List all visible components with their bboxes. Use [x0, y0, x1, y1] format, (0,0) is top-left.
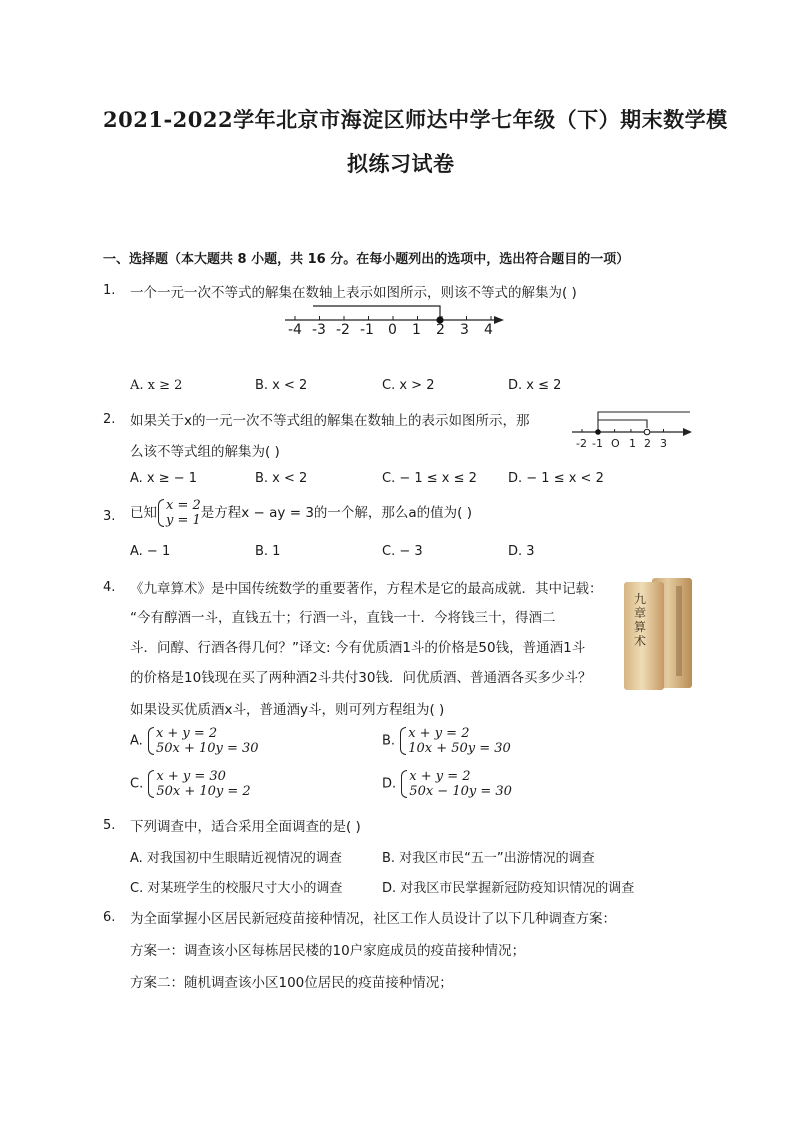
q4-option-a-label: A.	[130, 733, 143, 749]
q3-pre: 已知	[130, 505, 157, 521]
book-spine-band	[676, 586, 682, 676]
q2-text-line2: 么该不等式组的解集为( )	[130, 444, 280, 460]
q2-open-dot	[644, 429, 650, 435]
q4-option-c	[130, 769, 251, 799]
q1-option-d: D. x ≤ 2	[508, 378, 562, 393]
q4-option-b-label: B.	[382, 733, 396, 749]
q6-plan1: 方案一：调查该小区每栋居民楼的10户家庭成员的疫苗接种情况；	[130, 943, 526, 959]
q4-option-d	[382, 769, 512, 799]
q3-system	[157, 498, 201, 528]
q3-text	[130, 498, 472, 528]
q2-tick-label: O	[611, 437, 620, 450]
q4-option-d-system	[400, 769, 512, 799]
q4-option-d-label: D.	[382, 776, 397, 792]
q1-text: 一个一元一次不等式的解集在数轴上表示如图所示，则该不等式的解集为( )	[130, 285, 577, 301]
page-title: 2021-2022学年北京市海淀区师达中学七年级（下）期末数学模	[103, 107, 728, 132]
q5-text: 下列调查中，适合采用全面调查的是( )	[130, 819, 361, 835]
q4-option-a-system	[147, 726, 259, 756]
q4-option-a	[130, 726, 259, 756]
q5-option-d: D. 对我区市民掌握新冠防疫知识情况的调查	[382, 881, 635, 896]
q1-tick-label: 4	[484, 322, 493, 338]
q1-tick-label: 3	[460, 322, 469, 338]
q1-tick-label: -3	[312, 322, 326, 338]
q4-c-l1: x + y = 30	[156, 769, 226, 784]
q4-line3: 斗．问醇、行酒各得几何？”译文: 今有优质酒1斗的价格是50钱，普通酒1斗	[130, 640, 586, 656]
q6-plan2: 方案二：随机调查该小区100位居民的疫苗接种情况；	[130, 975, 453, 991]
q4-c-l2: 50x + 10y = 2	[156, 784, 251, 799]
q1-axis-labels	[280, 322, 520, 340]
book-title: 九章算术	[634, 592, 647, 648]
q4-option-b-system	[399, 726, 511, 756]
q2-option-b: B. x < 2	[255, 471, 308, 486]
section-heading: 一、选择题（本大题共 8 小题，共 16 分。在每小题列出的选项中，选出符合题目的一项）	[103, 252, 630, 267]
q3-option-a: A. − 1	[130, 544, 171, 559]
q2-tick-label: 1	[629, 437, 636, 450]
q4-d-l1: x + y = 2	[409, 769, 471, 784]
q1-option-a: A. x ≥ 2	[130, 378, 183, 393]
q4-option-c-label: C.	[130, 776, 144, 792]
q5-option-c: C. 对某班学生的校服尺寸大小的调查	[130, 881, 343, 896]
q1-option-c: C. x > 2	[382, 378, 435, 393]
q5-option-a: A. 对我国初中生眼睛近视情况的调查	[130, 851, 342, 866]
q2-tick-label: -2	[576, 437, 587, 450]
q2-option-c: C. − 1 ≤ x ≤ 2	[382, 471, 477, 486]
q1-option-b: B. x < 2	[255, 378, 308, 393]
q3-option-b: B. 1	[255, 544, 281, 559]
q1-tick-label: -2	[336, 322, 350, 338]
q1-tick-label: 0	[388, 322, 397, 338]
q4-b-l2: 10x + 50y = 30	[408, 741, 511, 756]
q3-sys-line1: x = 2	[166, 498, 201, 513]
q3-post: 是方程x − ay = 3的一个解，那么a的值为( )	[200, 505, 473, 521]
q3-option-d: D. 3	[508, 544, 535, 559]
q4-line2: “今有醇酒一斗，直钱五十；行酒一斗，直钱一十．今将钱三十，得酒二	[130, 610, 556, 626]
q2-tick-label: 2	[644, 437, 651, 450]
q4-number: 4.	[103, 580, 116, 595]
q4-line4: 的价格是10钱现在买了两种酒2斗共付30钱．问优质酒、普通酒各买多少斗？	[130, 670, 592, 686]
q1-tick-label: -1	[360, 322, 374, 338]
q2-text-line1: 如果关于x的一元一次不等式组的解集在数轴上的表示如图所示，那	[130, 413, 530, 429]
q3-option-c: C. − 3	[382, 544, 423, 559]
q2-number: 2.	[103, 412, 116, 427]
q4-a-l2: 50x + 10y = 30	[155, 741, 259, 756]
q3-number: 3.	[103, 509, 116, 524]
q3-sys-line2: y = 1	[166, 513, 201, 528]
q4-b-l1: x + y = 2	[408, 726, 470, 741]
q4-line5: 如果设买优质酒x斗，普通酒y斗，则可列方程组为( )	[130, 702, 445, 718]
q4-line1: 《九章算术》是中国传统数学的重要著作，方程术是它的最高成就．其中记载：	[130, 581, 603, 597]
q2-axis-labels	[570, 437, 700, 453]
q5-option-b: B. 对我区市民“五一”出游情况的调查	[382, 851, 595, 866]
q5-number: 5.	[103, 818, 116, 833]
q4-d-l2: 50x − 10y = 30	[409, 784, 512, 799]
q6-text: 为全面掌握小区居民新冠疫苗接种情况，社区工作人员设计了以下几种调查方案：	[130, 911, 616, 927]
q2-tick-label: 3	[660, 437, 667, 450]
q2-tick-label: -1	[592, 437, 603, 450]
q1-tick-label: 2	[436, 322, 445, 338]
page-title-line2: 拟练习试卷	[347, 151, 455, 176]
q2-solid-dot	[595, 429, 601, 435]
book-image	[622, 576, 694, 691]
q2-option-a: A. x ≥ − 1	[130, 471, 198, 486]
q1-tick-label: 1	[412, 322, 421, 338]
q1-tick-label: -4	[288, 322, 302, 338]
q6-number: 6.	[103, 910, 116, 925]
q4-option-b	[382, 726, 511, 756]
q1-number: 1.	[103, 283, 116, 298]
q2-option-d: D. − 1 ≤ x < 2	[508, 471, 604, 486]
q4-option-c-system	[147, 769, 250, 799]
q4-a-l1: x + y = 2	[155, 726, 218, 741]
